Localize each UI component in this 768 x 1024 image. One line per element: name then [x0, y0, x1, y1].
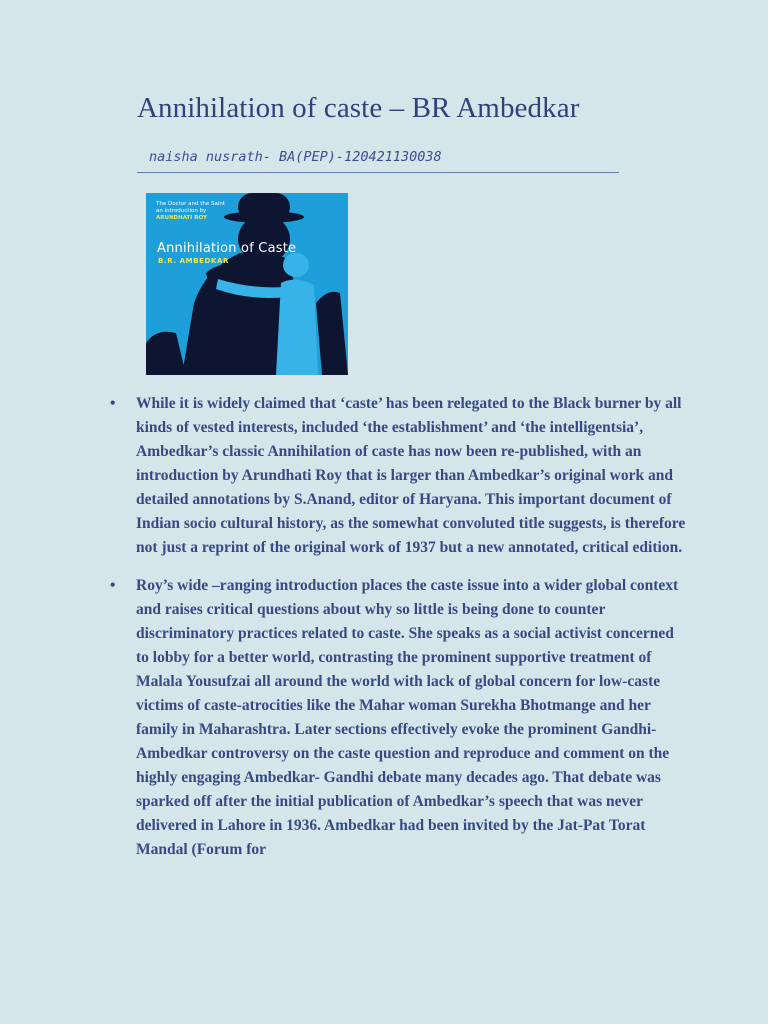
cover-top-line1: The Doctor and the Saint	[156, 201, 226, 207]
title-underline	[137, 172, 619, 173]
cover-author: B.R. AMBEDKAR	[158, 257, 229, 265]
book-cover-image	[146, 193, 348, 375]
bullet-list	[110, 392, 690, 876]
bullet-text: While it is widely claimed that ‘caste’ has been relegated to the Black burner by all kinds of vested interests, included ‘the establishment’ and ‘the intelligentsia’, Ambedkar’s classic Annihilation of caste has now been re-published, with an introduction by Arundhati Roy that is larger than Ambedkar’s original work and detailed annotations by S.Anand, editor of Haryana. This important document of Indian socio cultural history, as the somewhat convoluted title suggests, is therefore not just a reprint of the original work of 1937 but a new annotated, critical edition.	[136, 395, 686, 556]
document-subtitle: naisha nusrath- BA(PEP)-120421130038	[149, 149, 442, 165]
bullet-marker: •	[110, 577, 116, 594]
cover-top-text	[156, 201, 225, 222]
bullet-item	[110, 392, 690, 560]
bullet-item	[110, 574, 690, 862]
cover-top-line2: an introduction by	[156, 208, 207, 214]
document-title: Annihilation of caste – BR Ambedkar	[137, 92, 580, 124]
bullet-marker: •	[110, 395, 116, 412]
bullet-text: Roy’s wide –ranging introduction places the caste issue into a wider global context and raises critical questions about why so little is being done to counter discriminatory practices related to caste. She speaks as a social activist concerned to lobby for a better world, contrasting the prominent supportive treatment of Malala Yousufzai all around the world with lack of global concern for low-caste victims of caste-atrocities like the Mahar woman Surekha Bhotmange and her family in Maharashtra. Later sections effectively evoke the prominent Gandhi-Ambedkar controversy on the caste question and reproduce and comment on the highly engaging Ambedkar- Gandhi debate many decades ago. That debate was sparked off after the initial publication of Ambedkar’s speech that was never delivered in Lahore in 1936. Ambedkar had been invited by the Jat-Pat Torat Mandal (Forum for	[136, 577, 679, 858]
cover-title: Annihilation of Caste	[157, 241, 297, 256]
cover-top-author: ARUNDHATI ROY	[156, 215, 207, 221]
